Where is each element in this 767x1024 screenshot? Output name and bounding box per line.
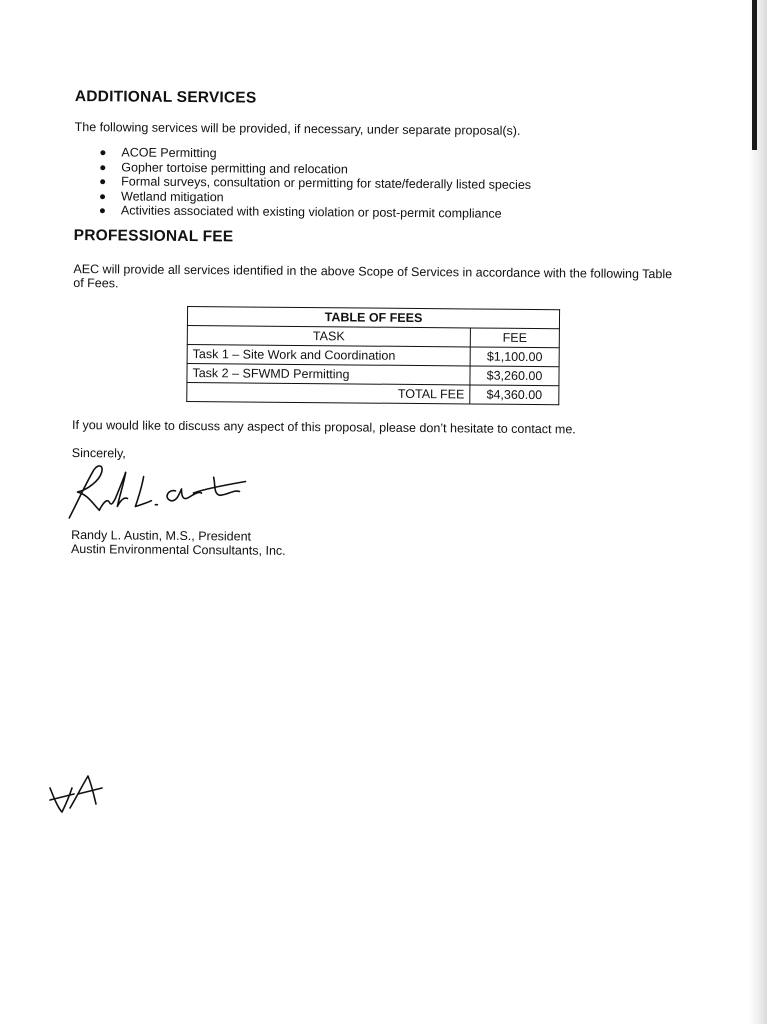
task-cell: Task 2 – SFWMD Permitting [187, 363, 470, 384]
handwritten-signature [63, 461, 264, 525]
closing-text: If you would like to discuss any aspect of this proposal, please don’t hesitate to contact me. [72, 417, 576, 436]
total-value: $4,360.00 [470, 384, 559, 404]
fee-cell: $1,100.00 [470, 346, 559, 366]
list-item: Wetland mitigation [121, 189, 674, 208]
additional-services-intro: The following services will be provided, if necessary, under separate proposal(s). [74, 119, 521, 138]
additional-services-list [74, 145, 675, 223]
page-edge-mark [752, 0, 757, 150]
salutation: Sincerely, [71, 445, 126, 460]
list-item: ACOE Permitting [121, 145, 674, 164]
fee-cell: $3,260.00 [470, 365, 559, 385]
signer-name: Randy L. Austin, M.S., President [71, 527, 252, 544]
total-row [187, 382, 559, 404]
fee-table-title: TABLE OF FEES [187, 306, 559, 328]
signer-company: Austin Environmental Consultants, Inc. [70, 541, 286, 558]
letter-page [71, 88, 675, 561]
professional-fee-heading: PROFESSIONAL FEE [73, 226, 234, 245]
fee-table-fee-header: FEE [470, 327, 559, 347]
list-item: Formal surveys, consultation or permitting for state/federally listed species [121, 174, 674, 193]
handwritten-initials [44, 770, 106, 816]
page-edge-shadow [749, 0, 767, 1024]
total-label: TOTAL FEE [187, 382, 470, 403]
additional-services-heading: ADDITIONAL SERVICES [74, 88, 257, 107]
fee-table [186, 305, 560, 404]
list-item: Gopher tortoise permitting and relocation [121, 160, 674, 179]
task-cell: Task 1 – Site Work and Coordination [187, 344, 470, 365]
professional-fee-text: AEC will provide all services identified in the above Scope of Services in accordance with the following Table of Fees. [73, 261, 673, 290]
fee-table-task-header: TASK [187, 325, 470, 346]
list-item: Activities associated with existing violation or post-permit compliance [121, 203, 674, 222]
